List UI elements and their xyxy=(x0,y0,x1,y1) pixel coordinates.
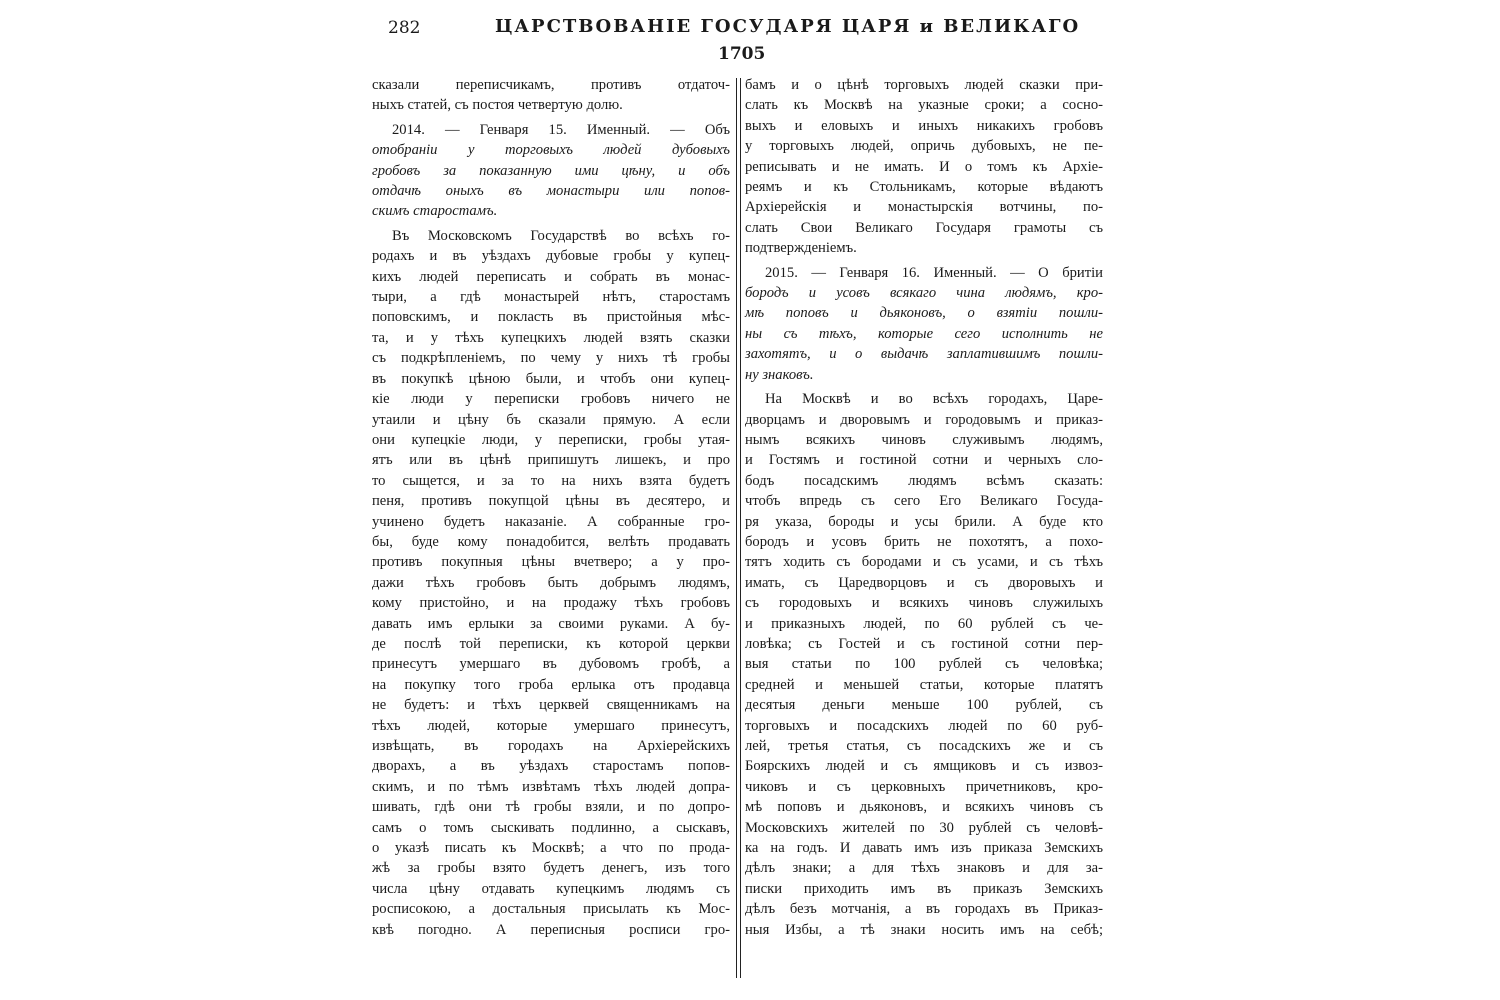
text-line: извѣщать, въ городахъ на Архіерейскихъ xyxy=(372,738,730,754)
text-line: противъ покупныя цѣны вчетверо; а у про- xyxy=(372,554,730,571)
text-line: поповскимъ, и покласть въ пристойныя мѣс- xyxy=(372,309,730,326)
text-line: пеня, противъ покупцой цѣны въ десятеро, и xyxy=(372,493,730,510)
text-line: квѣ погодно. А переписныя росписи гро- xyxy=(372,921,730,938)
text-line: дворахъ, а въ уѣздахъ старостамъ попов- xyxy=(372,758,730,775)
text-line: бы, буде кому понадобится, велѣть продавать xyxy=(372,533,730,550)
text-line: жѣ за гробы взято будетъ денегъ, изъ того xyxy=(372,860,730,877)
text-line: учинено будетъ наказаніе. А собранные гро- xyxy=(372,513,730,530)
text-line: ныхъ статей, съ постоя четвертую долю. xyxy=(372,97,623,114)
text-line: 2015. — Генваря 16. Именный. — О бритіи xyxy=(765,264,1103,281)
text-line: ну знаковъ. xyxy=(745,366,814,383)
text-line: мѣ поповъ и дьяконовъ, и всякихъ чиновъ съ xyxy=(745,799,1103,816)
text-line: выя статьи по 100 рублей съ человѣка; xyxy=(745,656,1103,673)
text-line: 2014. — Генваря 15. Именный. — Объ xyxy=(392,121,730,138)
text-line: числа цѣну отдавать купецкимъ людямъ съ xyxy=(372,880,730,897)
text-line: на покупку того гроба ерлыка отъ продавца xyxy=(372,676,730,693)
text-line: скимъ старостамъ. xyxy=(372,203,498,220)
text-line: ловѣка; съ Гостей и съ гостиной сотни пер- xyxy=(745,635,1103,652)
text-line: то сыщется, и за то на нихъ взята будетъ xyxy=(372,472,730,489)
text-line: имать, съ Царедворцовъ и съ дворовыхъ и xyxy=(745,574,1103,591)
page-number: 282 xyxy=(388,18,421,38)
text-line: выхъ и еловыхъ и иныхъ никакихъ гробовъ xyxy=(745,117,1103,134)
text-line: у торговыхъ людей, опричь дубовыхъ, не пе- xyxy=(745,138,1103,155)
text-line: дажи тѣхъ гробовъ быть добрымъ людямъ, xyxy=(372,574,730,591)
text-line: отобраніи у торговыхъ людей дубовыхъ xyxy=(372,142,730,159)
text-line: слать къ Москвѣ на указные сроки; а сосно- xyxy=(745,97,1103,114)
text-line: кихъ людей переписать и собрать въ монас- xyxy=(372,268,730,285)
text-line: Въ Московскомъ Государствѣ во всѣхъ го- xyxy=(392,227,730,244)
text-line: писки приходить имъ въ приказъ Земскихъ xyxy=(745,880,1103,897)
text-line: чтобъ впредь съ сего Его Великаго Госуда- xyxy=(745,493,1103,510)
text-line: ныя Избы, а тѣ знаки носить имъ на себѣ; xyxy=(745,921,1103,938)
text-line: кому пристойно, и на продажу тѣхъ гробовъ xyxy=(372,595,730,612)
text-line: дѣлъ знаки; а для тѣхъ знаковъ и для за- xyxy=(745,860,1103,877)
text-line: слать Свои Великаго Государя грамоты съ xyxy=(745,219,1103,236)
text-line: чиковъ и съ церковныхъ причетниковъ, кро- xyxy=(745,778,1103,795)
text-line: сказали переписчикамъ, противъ отдаточ- xyxy=(372,77,730,93)
text-line: де послѣ той переписки, къ которой церкви xyxy=(372,635,730,652)
text-line: тятъ ходить съ бородами и съ усами, и съ тѣхъ xyxy=(745,554,1103,571)
text-line: и приказныхъ людей, по 60 рублей съ че- xyxy=(745,615,1103,632)
text-line: ка на годъ. И давать имъ изъ приказа Земскихъ xyxy=(745,840,1103,857)
page-header xyxy=(380,12,1120,72)
text-line: дворцамъ и дворовымъ и городовымъ и приказ- xyxy=(745,411,1103,428)
text-line: кіе люди у переписки гробовъ ничего не xyxy=(372,391,730,408)
text-line: бородъ и усовъ брить не похотятъ, а похо- xyxy=(745,533,1103,550)
text-line: съ городовыхъ и всякихъ чиновъ служилыхъ xyxy=(745,595,1103,612)
text-line: принесутъ умершаго въ дубовомъ гробѣ, а xyxy=(372,656,730,673)
running-title: ЦАРСТВОВАНІЕ ГОСУДАРЯ ЦАРЯ и ВЕЛИКАГО xyxy=(495,16,1081,37)
text-line: тѣхъ людей, которые умершаго принесутъ, xyxy=(372,717,730,734)
text-line: ны съ тѣхъ, которые сего исполнить не xyxy=(745,325,1103,342)
text-line: Боярскихъ людей и съ ямщиковъ и съ извоз- xyxy=(745,758,1103,775)
text-line: въ покупкѣ цѣною были, и чтобъ они купец- xyxy=(372,370,730,387)
left-text-column xyxy=(372,75,730,940)
year-heading: 1705 xyxy=(718,44,766,64)
text-line: лей, третья статья, съ посадскихъ же и съ xyxy=(745,738,1103,754)
text-line: они купецкіе люди, у переписки, гробы утая- xyxy=(372,431,730,448)
text-line: На Москвѣ и во всѣхъ городахъ, Царе- xyxy=(765,391,1103,408)
text-line: Московскихъ жителей по 30 рублей съ человѣ- xyxy=(745,819,1103,836)
text-line: самъ о томъ сыскивать подлинно, а сыскавъ, xyxy=(372,819,730,836)
text-line: о указѣ писать къ Москвѣ; а что по прода- xyxy=(372,840,730,857)
text-line: реписывать и не имать. И о томъ къ Архіе- xyxy=(745,158,1103,175)
text-line: скимъ, и по тѣмъ извѣтамъ тѣхъ людей допра- xyxy=(372,778,730,795)
text-line: подтвержденіемъ. xyxy=(745,240,857,257)
text-line: шивать, гдѣ они тѣ гробы взяли, и по допро- xyxy=(372,799,730,816)
text-line: захотятъ, и о выдачѣ заплатившимъ пошли- xyxy=(745,346,1103,363)
text-line: тыри, а гдѣ монастырей нѣтъ, старостамъ xyxy=(372,289,730,306)
text-line: и Гостямъ и гостиной сотни и черныхъ сло- xyxy=(745,452,1103,469)
text-line: десятыя деньги меньше 100 рублей, съ xyxy=(745,697,1103,714)
text-line: бородъ и усовъ всякаго чина людямъ, кро- xyxy=(745,285,1103,302)
text-line: торговыхъ и посадскихъ людей по 60 руб- xyxy=(745,717,1103,734)
text-line: бамъ и о цѣнѣ торговыхъ людей сказки при- xyxy=(745,77,1103,93)
text-line: Архіерейскія и монастырскія вотчины, по- xyxy=(745,199,1103,216)
text-line: ря указа, бороды и усы брили. А буде кто xyxy=(745,513,1103,530)
right-text-column xyxy=(745,75,1103,940)
text-line: съ подкрѣпленіемъ, по чему у нихъ тѣ гробы xyxy=(372,350,730,367)
column-divider xyxy=(736,78,741,978)
text-line: бодъ посадскимъ людямъ всѣмъ сказать: xyxy=(745,472,1103,489)
text-line: ятъ или въ цѣнѣ припишутъ лишекъ, и про xyxy=(372,452,730,469)
text-line: гробовъ за показанную ими цѣну, и объ xyxy=(372,162,730,179)
text-line: реямъ и къ Стольникамъ, которые вѣдаютъ xyxy=(745,179,1103,196)
text-line: не будетъ: и тѣхъ церквей священникамъ на xyxy=(372,697,730,714)
text-line: утаили и цѣну бъ сказали прямую. А если xyxy=(372,411,730,428)
text-line: давать имъ ерлыки за своими руками. А бу- xyxy=(372,615,730,632)
text-line: родахъ и въ уѣздахъ дубовые гробы у купец- xyxy=(372,248,730,265)
text-line: росписокою, а достальныя присылать къ Мос- xyxy=(372,901,730,918)
text-line: та, и у тѣхъ купецкихъ людей взять сказки xyxy=(372,329,730,346)
text-line: отдачѣ оныхъ въ монастыри или попов- xyxy=(372,183,730,200)
text-line: средней и меньшей статьи, которые платятъ xyxy=(745,676,1103,693)
text-line: дѣлъ безъ мотчанія, а въ городахъ въ Приказ- xyxy=(745,901,1103,918)
text-line: нымъ всякихъ чиновъ служивымъ людямъ, xyxy=(745,431,1103,448)
text-line: мѣ поповъ и дьяконовъ, о взятіи пошли- xyxy=(745,305,1103,322)
